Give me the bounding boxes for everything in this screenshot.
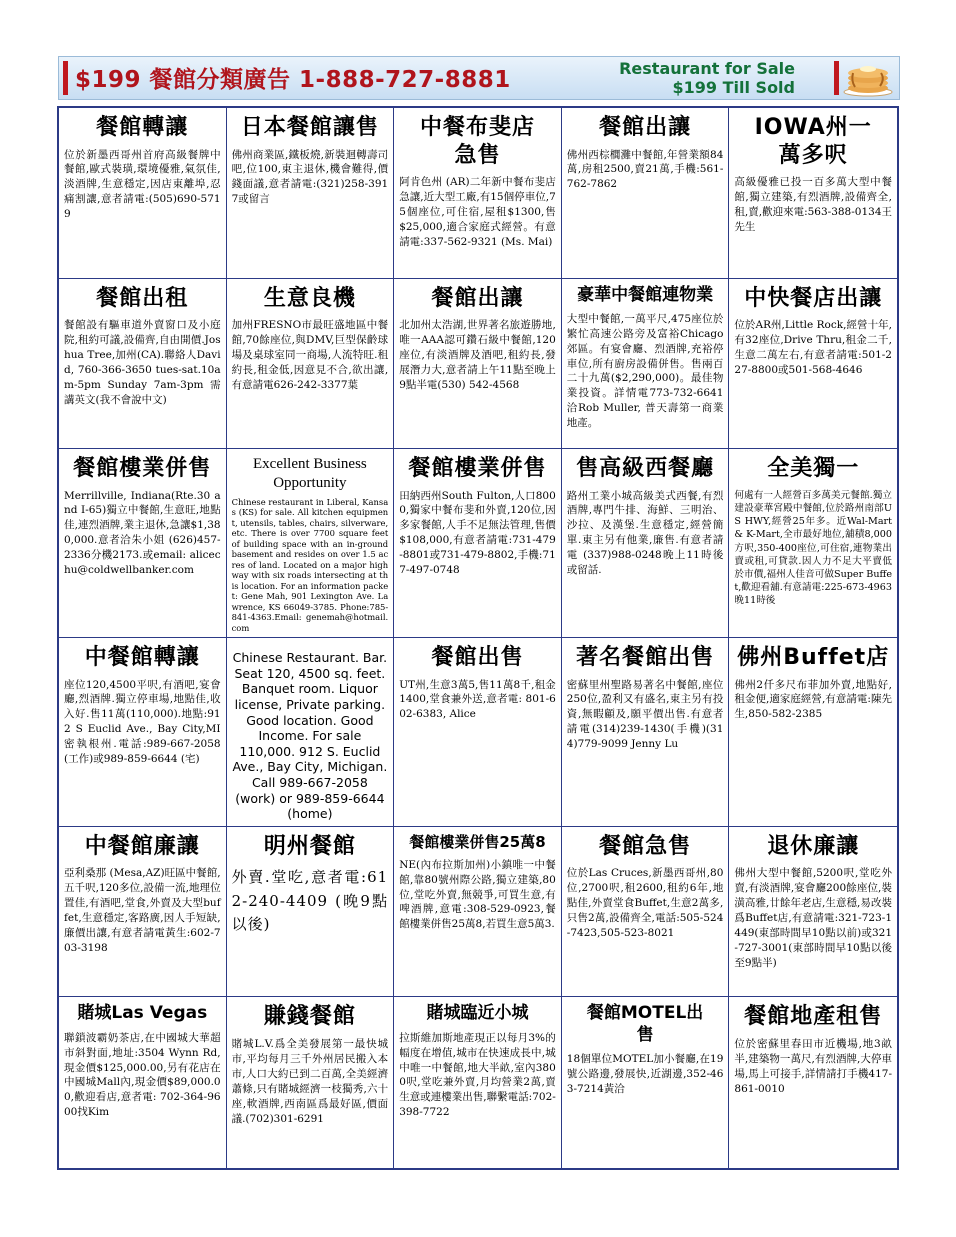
ad-body: Chinese restaurant in Liberal, Kansas (KS) for sale. All kitchen equipment, utensils, tables, chairs, silverware, etc. There is over 7700 square feet of building space with an in-ground basement and resides on over 1.5 acres of land. Located on a major highway with six roads intersecting at this location. For an information packet: Gene Mah, 901 Lexington Ave. Lawrence, KS 66049-3785. Phone:785-841-4363.Email: genemah@hotmail.com — [231, 496, 389, 633]
ad-title: 賭城臨近小城 — [426, 1003, 529, 1024]
ad-cell — [394, 997, 562, 1168]
ad-body: 阿肯色州 (AR)二年新中餐布斐店急讓,近大型工廠,有15個停車位,75個座位,可住宿,屋租$1300,售$25,000,適合家庭式經營。有意請電:337-562-9321 (Ms. Mai) — [399, 176, 556, 248]
ad-title: IOWA州一萬多呎 — [754, 115, 872, 168]
ad-body: 佛州西棕櫚灘中餐館,年營業額84萬,房租2500,賣21萬,手機:561-762-7862 — [566, 148, 724, 191]
ad-body: 何處有一人經營百多萬美元餐館.獨立建設豪華宮殿中餐館,位於路州南部US HWY,經營25年多。近Wal-Mart & K-Mart,全市最好地位,舖積8,000方呎,350-400座位,可住宿,連物業出賣或租,可貸款.因人力不足大平賣低於市價,福州人佳音可做Super Buffet,歡迎看舖.有意請電:225-673-4963晚11時後 — [734, 489, 892, 607]
ad-body: 大型中餐館,一萬平尺,475座位於繁忙高速公路旁及富裕Chicago郊區。有宴會廳、烈酒牌,充裕停車位,所有廚房設備併售。售兩百二十九萬($2,290,000)。最佳物業投資。詳情電773-732-6641洽Rob Muller, 普天壽第一商業地產。 — [566, 312, 724, 430]
ad-cell — [729, 108, 897, 279]
ad-cell — [394, 108, 562, 279]
ad-body: 加州FRESNO市最旺盛地區中餐館,70餘座位,與DMV,巨型保齡球場及桌球室同一商場,人流特旺.租約長,租金低,因意見不合,欲出讓,有意請電626-242-3377葉 — [231, 319, 389, 391]
ad-title: 中餐布斐店急售 — [419, 115, 535, 168]
ad-cell — [394, 449, 562, 638]
ad-cell — [729, 997, 897, 1168]
ad-title: 著名餐館出售 — [576, 645, 715, 671]
ad-cell — [394, 827, 562, 998]
ad-title: 明州餐館 — [263, 833, 356, 859]
ad-body: 餐館設有驅車道外賣窗口及小庭院,租約可議,設備齊,自由開價.Joshua Tree,加州(CA).聯絡人David, 760-366-3650 tues-sat.10am-5pm Sunday 7am-3pm 需講英文(我不會說中文) — [64, 319, 221, 406]
ad-title: 生意良機 — [263, 285, 356, 311]
ad-body: Merrillville, Indiana(Rte.30 and I-65)獨立中餐館,生意旺,地點佳,連烈酒牌,業主退休,急讓$1,380,000.意者洽朱小姐 (626)457-2336分機2173.或email: alicechu@coldwellbanker.com — [64, 489, 221, 577]
ad-body: 賭城L.V.爲全美發展第一最快城市,平均每月三千外州居民搬入本市,人口大約已到二百萬,全美經濟蕭條,只有賭城經濟一枝獨秀,六十座,軟酒牌,西南區爲最好區,價面議.(702)301-6291 — [231, 1037, 389, 1125]
ad-title: 餐館樓業併售25萬8 — [409, 832, 546, 851]
ad-title: 餐館出讓 — [599, 115, 692, 140]
ad-title: 中快餐店出讓 — [744, 285, 883, 311]
banner-right-bar — [834, 61, 839, 95]
ad-title: 餐館MOTEL出售 — [586, 1003, 704, 1045]
ad-body: 高級優雅已投一百多萬大型中餐館,獨立建築,有烈酒牌,設備齊全,租,賣,歡迎來電:563-388-0134王先生 — [734, 176, 893, 233]
ad-body: UT州,生意3萬5,售11萬8千,租金1400,堂食兼外送,意者電: 801-602-6383, Alice — [399, 678, 556, 721]
ad-title: 售高級西餐廳 — [576, 456, 715, 482]
ad-title: 餐館地產租售 — [744, 1004, 883, 1030]
ad-cell — [59, 108, 227, 279]
ad-title: 餐館樓業併售 — [408, 456, 547, 482]
ad-body: Chinese Restaurant. Bar. Seat 120, 4500 sq. feet. Banquet room. Liquor license, Private parking. Good location. Good Income. For sale 110,000. 912 S. Euclid Ave., Bay City, Michigan. Call 989-667-2058 (work) or 989-859-6644 (home) — [232, 650, 388, 822]
ad-title: 佛州Buffet店 — [737, 645, 890, 671]
ad-cell — [59, 638, 227, 827]
pancake-stack-icon — [843, 59, 893, 97]
ad-cell — [562, 827, 730, 998]
ad-title: Excellent Business Opportunity — [253, 456, 367, 491]
ad-body: 座位120,4500平呎,有酒吧,宴會廳,烈酒牌.獨立停車場,地點佳,收入好.售11萬(110,000).地點:912 S Euclid Ave., Bay City,MI密執根州.電話:989-667-2058(工作)或989-859-6644 (宅) — [64, 678, 221, 766]
ad-cell — [394, 638, 562, 827]
ad-body: 田納西州South Fulton,人口8000,獨家中餐布斐和外賣,120位,因多家餐館,人手不足無法管理,售價$108,000,有意者請電:731-479-8801或731-479-8802,手機:717-497-0748 — [399, 489, 556, 577]
ad-cell — [227, 108, 395, 279]
ad-body: 位於密蘇里春田市近機場,地3畝半,建築物一萬尺,有烈酒牌,大停車場,馬上可接手,詳情請打手機417-861-0010 — [734, 1037, 892, 1095]
ad-cell — [59, 449, 227, 638]
banner-subtitle: Restaurant for Sale — [619, 59, 795, 78]
ad-body: 位於新墨西哥州首府高級餐牌中餐館,歐式裝璜,環境優雅,氣氛佳,淡酒牌,生意穩定,因店東離埠,忍痛割讓,意者請電:(505)690-5719 — [64, 148, 221, 221]
ad-body: NE(內布拉斯加州)小鎮唯一中餐館,靠80號州際公路,獨立建築,80位,堂吃外賣,無競爭,可買生意,有啤酒牌,意電:308-529-0923,餐館樓業併售25萬8,若買生意5萬3. — [399, 858, 556, 931]
ad-title: 餐館出售 — [431, 645, 524, 671]
ad-body: 18個單位MOTEL加小餐廳,在19號公路邊,發展快,近湖邊,352-463-7214黃洽 — [566, 1052, 724, 1095]
ad-title: 餐館出讓 — [431, 285, 524, 311]
ad-cell — [562, 449, 730, 638]
ad-body: 亞利桑那 (Mesa,AZ)旺區中餐館,五千呎,120多位,設備一流,地理位置佳,有酒吧,堂食,外賣及大型buffet,生意穩定,客路廣,因人手短缺,廉價出讓,有意者請電黃生:602-703-3198 — [64, 867, 221, 954]
ad-cell — [59, 997, 227, 1168]
ad-body: 聯鎖波霸奶茶店,在中國城大華超市斜對面,地址:3504 Wynn Rd,現金價$125,000.00,另有花店在中國城Mall內,現金價$89,000.00,歡迎看店,意者電: 702-364-9600找Kim — [64, 1031, 221, 1119]
ad-body: 位於AR州,Little Rock,經營十年,有32座位,Drive Thru,租金二千,生意二萬左右,有意者請電:501-227-8800或501-568-4646 — [734, 319, 892, 376]
ad-title: 全美獨一 — [767, 456, 860, 482]
ad-cell — [59, 279, 227, 450]
ad-body: 佛州大型中餐館,5200呎,堂吃外賣,有淡酒牌,宴會廳200餘座位,裝潢高雅,廿餘年老店,生意穩,易改裝爲Buffet店,有意請電:321-723-1449(東部時間早10點以前)或321-727-3001(東部時間早10點以後至9點半) — [734, 867, 892, 969]
ad-cell — [394, 279, 562, 450]
ad-body: 北加州太浩湖,世界著名旅遊勝地,唯一AAA認可鑽石級中餐館,120座位,有淡酒牌及酒吧,租約長,發展潛力大,意者請上午11點至晚上9點半電(530) 542-4568 — [399, 319, 556, 391]
banner-left-bar — [63, 61, 68, 95]
ad-body: 佛州商業區,鐵板燒,新裝迴轉壽司吧,位100,東主退休,機會難得,價錢面議,意者請電:(321)258-3917或留言 — [231, 148, 389, 206]
ad-body: 拉斯維加斯地產現正以每月3%的幅度在增值,城市在快速成長中,城中唯一中餐館,地大半畝,室內3800呎,堂吃兼外賣,月均營業2萬,賣生意或連樓業出售,聯繫電話:702-398-7722 — [399, 1031, 556, 1119]
ad-title: 餐館轉讓 — [96, 115, 189, 140]
ad-body: 路州工業小城高級美式西餐,有烈酒牌,專門牛排、海鮮、三明治、沙拉、及漢堡.生意穩定,經營簡單.東主另有他業,廉售.有意者請電 (337)988-0248晚上11時後或留話. — [566, 489, 724, 577]
ad-title: 賺錢餐館 — [263, 1004, 356, 1030]
ad-cell — [227, 638, 395, 827]
ad-title: 中餐館轉讓 — [84, 645, 200, 671]
ad-title: 餐館出租 — [96, 285, 189, 311]
ad-cell — [729, 279, 897, 450]
ad-body: 外賣.堂吃,意者電:612-240-4409 (晚9點以後) — [231, 868, 389, 933]
ad-cell — [227, 997, 395, 1168]
ad-body: 位於Las Cruces,新墨西哥州,80位,2700呎,租2600,租約6年,地點佳,外賣堂食Buffet,生意2萬多,只售2萬,設備齊全,電話:505-524-7423,505-523-8021 — [566, 867, 724, 940]
ad-cell — [562, 108, 730, 279]
ad-cell — [59, 827, 227, 998]
ad-title: 餐館樓業併售 — [73, 456, 212, 482]
ad-title: 餐館急售 — [599, 833, 692, 859]
ad-cell — [227, 279, 395, 450]
ad-title: 賭城Las Vegas — [77, 1003, 208, 1024]
ad-title: 豪華中餐館連物業 — [577, 284, 714, 305]
classified-ads-grid — [57, 106, 899, 1170]
ad-cell — [562, 997, 730, 1168]
ad-cell — [562, 638, 730, 827]
banner-title: $199 餐館分類廣告 1-888-727-8881 — [75, 67, 511, 93]
ad-cell — [562, 279, 730, 450]
ad-cell — [227, 449, 395, 638]
ad-cell — [729, 638, 897, 827]
ad-body: 密蘇里州聖路易著名中餐館,座位250位,盈利又有盛名,東主另有投資,無暇顧及,願平價出售.有意者請電(314)239-1430(手機)(314)779-9099 Jenny Lu — [566, 678, 724, 751]
ad-title: 退休廉讓 — [767, 833, 860, 859]
banner-price: $199 Till Sold — [672, 78, 795, 97]
header-banner — [58, 56, 900, 100]
ad-cell — [227, 827, 395, 998]
ad-body: 佛州2仟多尺布菲加外賣,地點好,租金便,適家庭經營,有意請電:陳先生,850-582-2385 — [734, 678, 892, 721]
ad-cell — [729, 449, 897, 638]
ad-title: 中餐館廉讓 — [84, 833, 200, 859]
ad-cell — [729, 827, 897, 998]
ad-title: 日本餐館讓售 — [240, 115, 379, 140]
